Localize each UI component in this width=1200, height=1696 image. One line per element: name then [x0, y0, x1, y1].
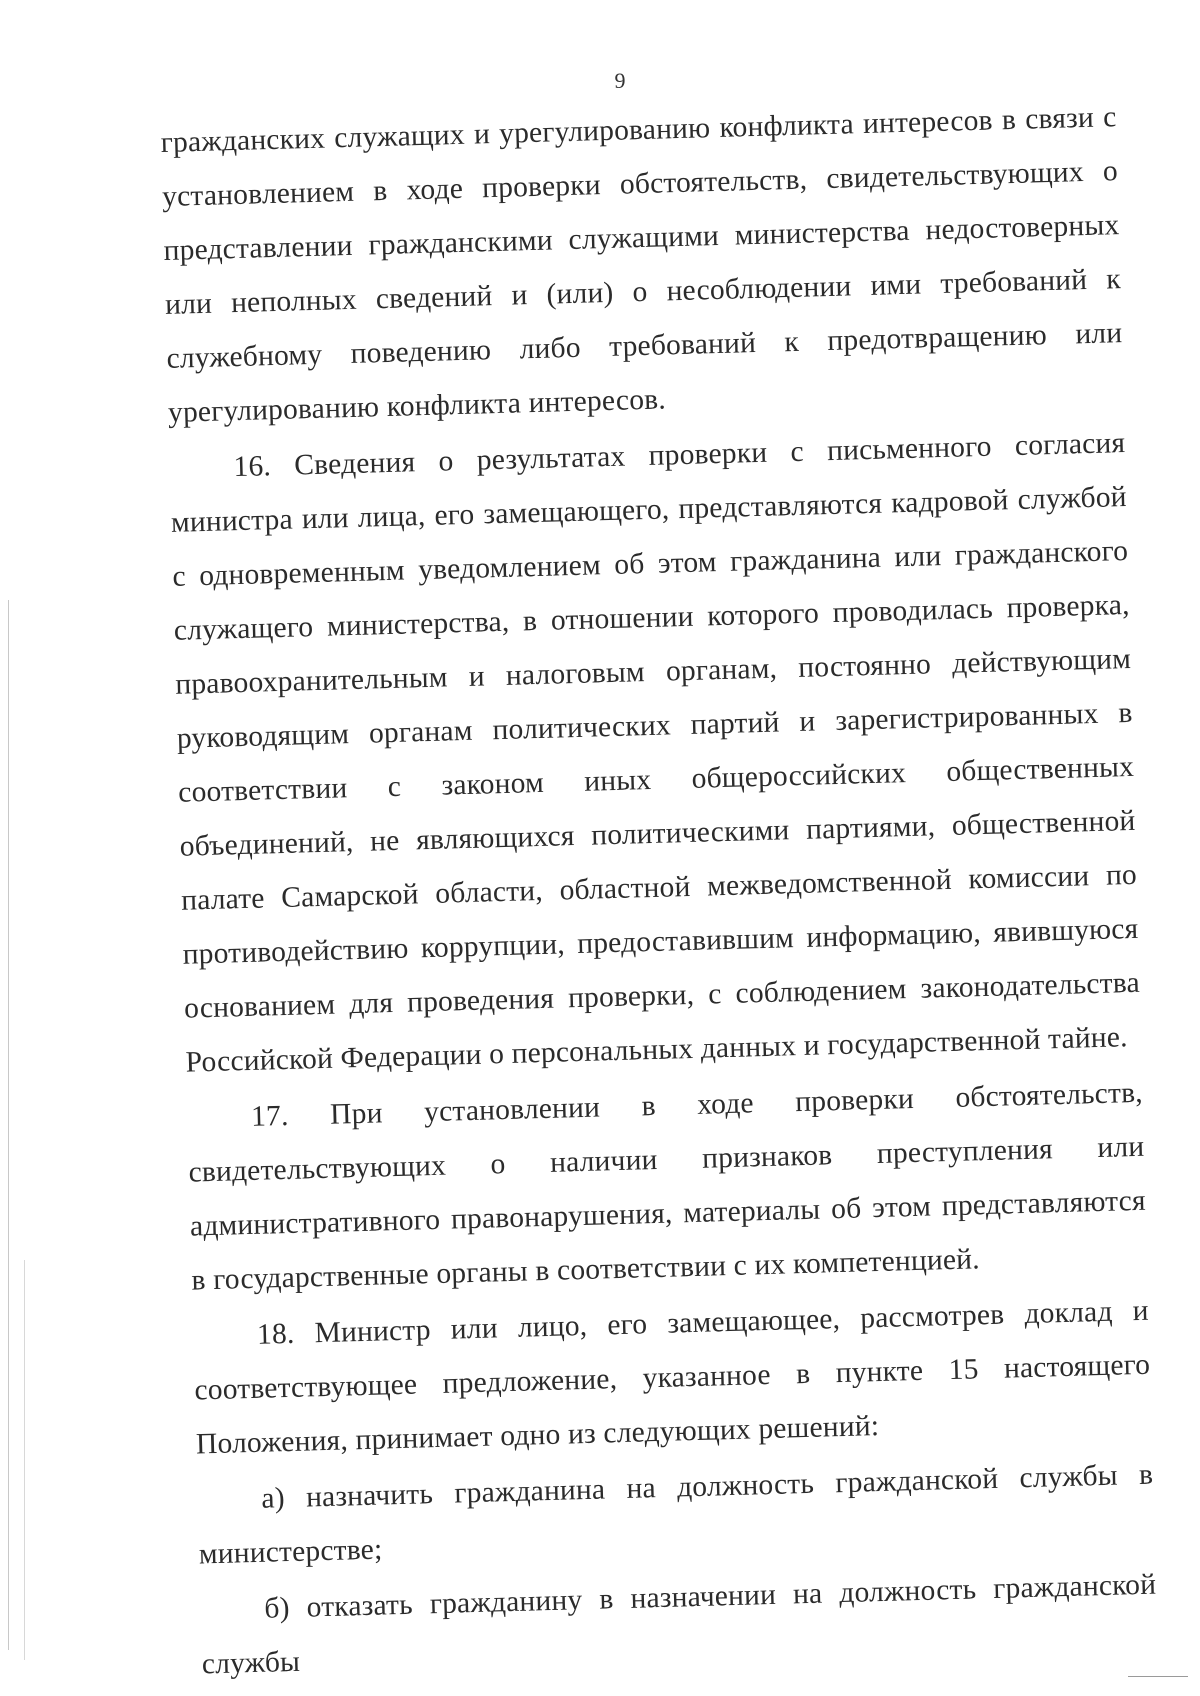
paragraph-continuation: гражданских служащих и урегулированию конфликта интересов в связи с установлением в ходе проверки обстоятельств, свидетельствующих о представлении гражданскими служащими министерства недостоверных или неполных сведений и (или) о несоблюдении ими требований к служебному поведению либо требований к предотвращению или урегулированию конфликта интересов. [160, 101, 1123, 429]
subitem-a: а) назначить гражданина на должность гражданской службы в министерстве; [198, 1458, 1154, 1571]
paragraph-18: 18. Министр или лицо, его замещающее, рассмотрев доклад и соответствующее предложение, указанное в пункте 15 настоящего Положения, принимает одно из следующих решений: [194, 1294, 1151, 1461]
subitem-b: б) отказать гражданину в назначении на должность гражданской службы [201, 1568, 1157, 1681]
document-body [160, 90, 1158, 1691]
scan-edge-line [8, 600, 9, 1650]
paragraph-17: 17. При установлении в ходе проверки обстоятельств, свидетельствующих о наличии признаков преступления или административного правонарушения, материалы об этом представляются в государственные органы в соответствии с их компетенцией. [188, 1076, 1147, 1297]
paragraph-16: 16. Сведения о результатах проверки с письменного согласия министра или лица, его замещающего, представляются кадровой службой с одновременным уведомлением об этом гражданина или гражданского служащего министерства, в отношении которого проводилась проверка, правоохранительным и налоговым органам, постоянно действующим руководящим органам политических партий и зарегистрированных в соответствии с законом иных общероссийских общественных объединений, не являющихся политическими партиями, общественной палате Самарской области, областной межведомственной комиссии по противодействию коррупции, предоставившим информацию, явившуюся основанием для проведения проверки, с соблюдением законодательства Российской Федерации о персональных данных и государственной тайне. [170, 427, 1141, 1079]
scan-edge-line [24, 1260, 25, 1660]
page-number: 9 [614, 68, 626, 93]
scan-mark [1128, 1676, 1188, 1677]
